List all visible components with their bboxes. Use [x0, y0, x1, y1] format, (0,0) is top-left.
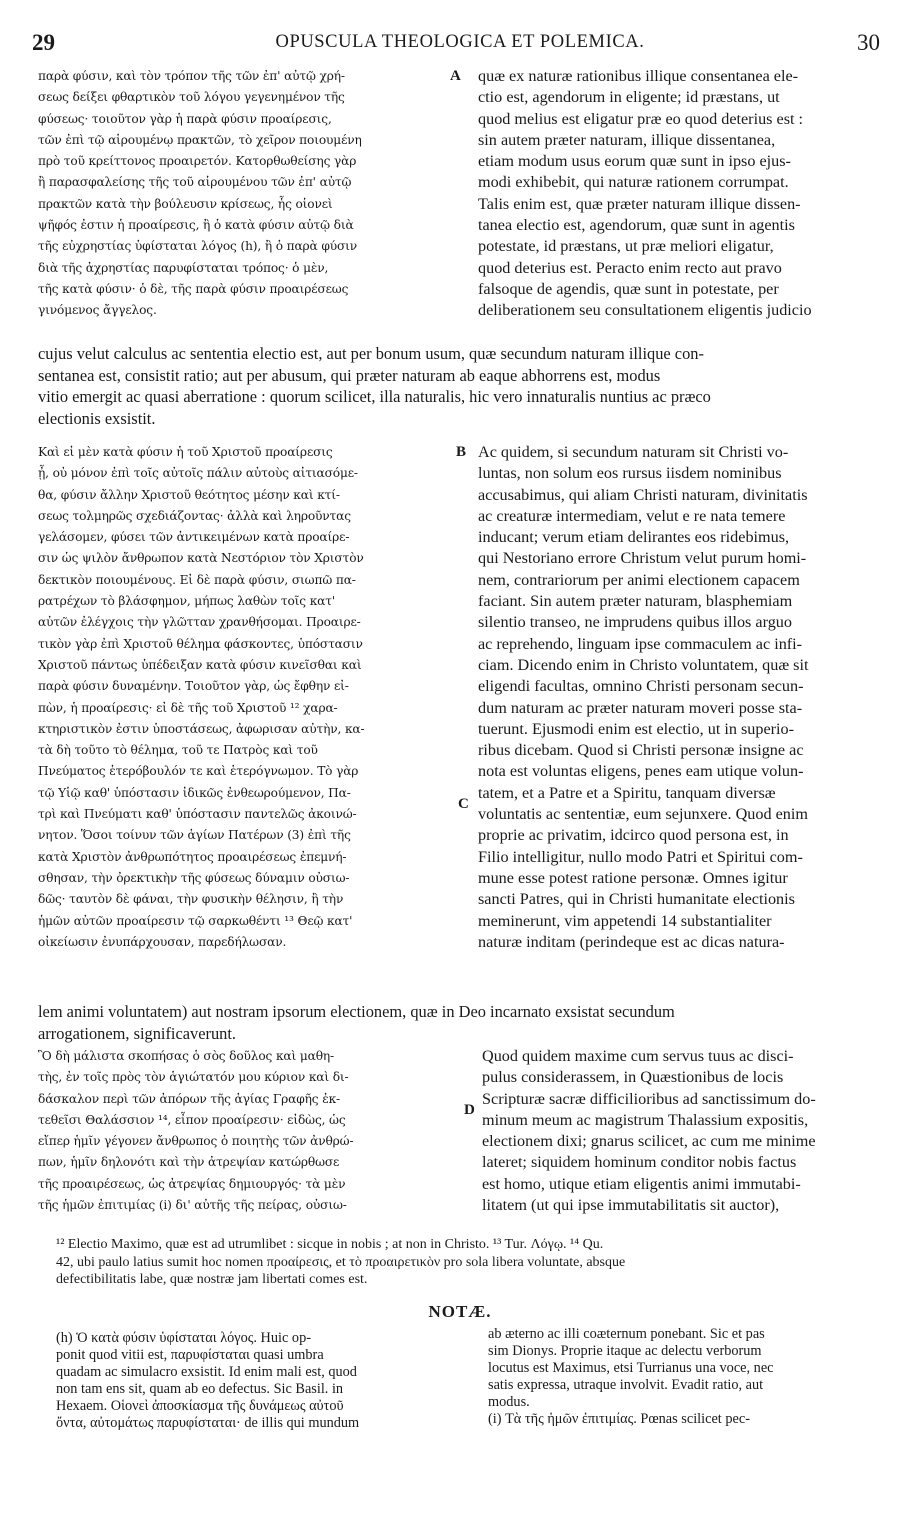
latin-text-line: Scripturæ sacræ difficilioribus ad sanctissimum do-: [482, 1089, 816, 1108]
latin-text-line: meminerunt, vim appetendi 14 substantialiter: [478, 911, 772, 930]
greek-text-line: νητον. Ὅσοι τοίνυν τῶν ἁγίων Πατέρων (3) ἐπὶ τῆς: [38, 828, 351, 843]
greek-text-line: τῆς κατὰ φύσιν· ὁ δὲ, τῆς παρὰ φύσιν προαιρέσεως: [38, 281, 349, 296]
greek-text-line: τρὶ καὶ Πνεύματι καθ' ὑπόστασιν παντελῶς ἀκοινώ-: [38, 807, 357, 822]
footnote-line: ¹² Electio Maximo, quæ est ad utrumlibet : sicque in nobis ; at non in Christo. ¹³ Tur. Λόγῳ. ¹⁴ Qu.: [56, 1237, 604, 1252]
greek-text-line: δεκτικὸν ποιουμένους. Εἰ δὲ παρὰ φύσιν, σιωπῶ πα-: [38, 572, 356, 587]
greek-text-line: πρὸ τοῦ κρείττονος προαιρετόν. Κατορθωθείσης γὰρ: [38, 154, 357, 169]
notae-heading: NOTÆ.: [428, 1302, 492, 1321]
latin-text-line: nota est voluntas eligens, penes eam utique volun-: [478, 762, 804, 781]
latin-text-line: ac creaturæ intermediam, velut e re nata temere: [478, 506, 786, 525]
greek-text-line: πρακτῶν κατὰ τὴν βούλευσιν κρίσεως, ἧς οἱονεὶ: [38, 196, 333, 211]
section-marker-b: B: [456, 444, 467, 460]
greek-text-line: τικὸν γὰρ ἐπὶ Χριστοῦ θέλημα φάσκοντες, ὑπόστασιν: [38, 636, 363, 651]
latin-text-line: eligendi facultas, omnino Christi personam secun-: [478, 677, 804, 696]
latin-text-line: Talis enim est, quæ præter naturam illique dissen-: [478, 194, 801, 213]
greek-text-line: αὐτῶν ἐλέγχοις τὴν γλῶτταν χρανθήσομαι. Προαιρε-: [38, 615, 361, 630]
latin-text-line: sentanea est, consistit ratio; aut per abusum, qui præter naturam ab eaque abhorrens est, modus: [38, 365, 661, 385]
latin-text-line: Quod quidem maxime cum servus tuus ac disci-: [482, 1047, 794, 1065]
greek-text-line: Χριστοῦ πάντως ὑπέδειξαν κατὰ φύσιν κινεῖσθαι καὶ: [38, 657, 362, 672]
greek-text-line: Πνεύματος ἑτερόβουλόν τε καὶ ἑτερόγνωμον. Τὸ γὰρ: [38, 764, 359, 779]
greek-text-line: τῶν ἐπὶ τῷ αἱρουμένῳ πρακτῶν, τὸ χεῖρον ποιουμένη: [38, 132, 362, 147]
greek-text-line: διὰ τῆς ἀχρηστίας παρυφίσταται τρόπος· ὁ μὲν,: [38, 260, 329, 275]
latin-text-line: mune esse potest ratione personæ. Omnes igitur: [478, 868, 788, 887]
section-d-greek-column: [38, 1046, 453, 1216]
latin-text-line: Filio intelligitur, nullo modo Patri et Spiritui com-: [478, 847, 803, 866]
note-line: sim Dionys. Proprie itaque ac delectu verborum: [488, 1343, 762, 1359]
latin-text-line: deliberationem seu consultationem eligentis judicio: [478, 301, 812, 320]
latin-text-line: ac reprehendo, linguam ipse commaculem ac infi-: [478, 634, 803, 653]
greek-text-line: ἢ παρασφαλείσης τῆς τοῦ αἱρουμένου τῶν ἐπ' αὐτῷ: [38, 175, 352, 190]
latin-text-line: quæ ex naturæ rationibus illique consentanea ele-: [478, 67, 799, 85]
latin-text-line: cujus velut calculus ac sententia electio est, aut per bonum usum, quæ secundum naturam illique con-: [38, 344, 704, 363]
note-line: (i) Τὰ τῆς ἡμῶν ἐπιτιμίας. Pœnas scilicet pec-: [488, 1411, 750, 1427]
note-line: non tam ens sit, quam ab eo defectus. Sic Basil. in: [56, 1381, 344, 1397]
latin-text-line: naturæ inditam (perindeque est ac dicas natura-: [478, 932, 785, 951]
greek-text-line: ρατρέχων τὸ βλάσφημον, μήπως λαθὼν τοῖς κατ': [38, 594, 336, 609]
latin-text-line: voluntatis ac sententiæ, eum sejunxere. Quod enim: [478, 805, 808, 824]
greek-text-line: σεως τολμηρῶς σχεδιάζοντας· ἀλλὰ καὶ ληροῦντας: [38, 508, 351, 523]
greek-text-line: εἴπερ ἡμῖν γέγονεν ἄνθρωπος ὁ ποιητὴς τῶν ἀνθρώ-: [38, 1134, 354, 1149]
section-a-greek-column: [38, 66, 453, 322]
greek-text-line: οἰκείωσιν ἐνυπάρχουσαν, παρεδήλωσαν.: [38, 934, 287, 949]
latin-text-line: quod melius est eligatur præ eo quod deterius est :: [478, 109, 804, 128]
latin-text-line: proprie ac privatim, idcirco quod persona est, in: [478, 826, 789, 845]
latin-text-line: luntas, non solum eos rursus iisdem nominibus: [478, 464, 782, 483]
latin-text-line: etiam modum usus eorum quæ sunt in ipso ejus-: [478, 152, 791, 171]
latin-text-line: silentio transeo, ne imprudens quibus illos arguo: [478, 613, 792, 632]
latin-text-line: ciam. Dicendo enim in Christo voluntatem, quæ sit: [478, 655, 809, 674]
latin-text-line: vitio emergit ac quasi aberratione : quorum scilicet, illa naturalis, hic vero innaturalis nuntius ac præco: [38, 387, 711, 406]
greek-text-line: σθησαν, τὴν ὀρεκτικὴν τῆς φύσεως δύναμιν οὐσιω-: [38, 870, 350, 885]
greek-text-line: τῆς ἡμῶν ἐπιτιμίας (i) δι' αὐτῆς τῆς πείρας, οὐσιω-: [38, 1198, 347, 1213]
latin-text-line: nem, contrariorum per animi electionem capacem: [478, 570, 800, 589]
greek-text-line: παρὰ φύσιν δυναμένην. Τοιοῦτον γὰρ, ὡς ἔφθην εἰ-: [38, 679, 349, 694]
latin-text-line: ctio est, agendorum in eligente; id præstans, ut: [478, 88, 780, 107]
greek-text-line: Καὶ εἰ μὲν κατὰ φύσιν ἡ τοῦ Χριστοῦ προαίρεσις: [38, 445, 333, 459]
section-b-greek-column: [38, 442, 453, 953]
section-marker-c: C: [458, 796, 469, 812]
latin-text-line: tuerunt. Ejusmodi enim est electio, ut in superio-: [478, 719, 795, 738]
greek-text-line: Ὃ δὴ μάλιστα σκοπήσας ὁ σὸς δοῦλος καὶ μαθη-: [38, 1049, 335, 1063]
note-line: locutus est Maximus, etsi Turrianus una voce, nec: [488, 1360, 774, 1376]
latin-text-line: dum naturam ac præter naturam moveri posse sta-: [478, 698, 803, 717]
latin-text-line: qui Nestoriano errore Christum velut purum homi-: [478, 549, 807, 568]
notae-right-column: [488, 1326, 888, 1428]
latin-text-line: quod deterius est. Peracto enim recto aut pravo: [478, 258, 782, 277]
section-marker-a: A: [450, 68, 461, 84]
note-line: quadam ac simulacro exsistit. Id enim mali est, quod: [56, 1364, 357, 1380]
latin-text-line: Ac quidem, si secundum naturam sit Christi vo-: [478, 443, 789, 461]
note-line: satis expressa, utraque involvit. Evadit ratio, aut: [488, 1377, 764, 1393]
note-line: ponit quod vitii est, παρυφίσταται quasi umbra: [56, 1347, 324, 1363]
latin-text-line: arrogationem, significaverunt.: [38, 1023, 236, 1043]
greek-text-line: ψῆφός ἐστιν ἡ προαίρεσις, ἢ ὁ κατὰ φύσιν αὐτῷ διὰ: [38, 218, 354, 233]
greek-text-line: σιν ὡς ψιλὸν ἄνθρωπον κατὰ Νεστόριον τὸν Χριστὸν: [38, 551, 364, 566]
notae-left-column: [56, 1330, 468, 1432]
greek-text-line: τὴς, ἐν τοῖς πρὸς τὸν ἁγιώτατόν μου κύριον καὶ δι-: [38, 1070, 349, 1085]
section-a-latin-column: [478, 66, 882, 322]
section-d-latin-column: [482, 1046, 884, 1216]
section-marker-d: D: [464, 1102, 475, 1118]
latin-text-line: potestate, id præstans, ut præ meliori eligatur,: [478, 237, 774, 256]
greek-text-line: τῆς προαιρέσεως, ὡς ἀτρεψίας δημιουργός· τὰ μὲν: [38, 1176, 346, 1191]
greek-text-line: δάσκαλον περὶ τῶν ἀπόρων τῆς ἁγίας Γραφῆς ἐκ-: [38, 1091, 341, 1106]
page-header: [0, 30, 920, 56]
footnotes: [56, 1236, 886, 1289]
greek-text-line: κατὰ Χριστὸν ἀνθρωπότητος προαιρέσεως ἐπεμνή-: [38, 849, 347, 864]
greek-text-line: γελάσομεν, φύσει τῶν ἀντικειμένων κατὰ προαίρε-: [38, 530, 350, 545]
latin-text-line: lem animi voluntatem) aut nostram ipsorum electionem, quæ in Deo incarnato exsistat secundum: [38, 1002, 675, 1021]
latin-text-line: pulus considerassem, in Quæstionibus de locis: [482, 1068, 784, 1087]
latin-text-line: faciant. Sin autem præter naturam, blasphemiam: [478, 592, 793, 611]
footnote-line: defectibilitatis labe, quæ nostræ jam libertati comes est.: [56, 1272, 368, 1287]
latin-text-line: falsoque de agendis, quæ sunt in potestate, per: [478, 279, 779, 298]
greek-text-line: πων, ἡμῖν δηλονότι καὶ τὴν ἀτρεψίαν κατώρθωσε: [38, 1155, 340, 1170]
latin-text-line: electionis exsistit.: [38, 408, 156, 428]
greek-text-line: θα, φύσιν ἄλλην Χριστοῦ θεότητος μέσην καὶ κτί-: [38, 487, 340, 502]
latin-text-line: ribus dicebam. Quod si Christi personæ insigne ac: [478, 741, 804, 760]
greek-text-line: τὰ δὴ τοῦτο τὸ θέλημα, τοῦ τε Πατρὸς καὶ τοῦ: [38, 743, 318, 758]
greek-text-line: τῆς εὐχρηστίας ὑφίσταται λόγος (h), ἢ ὁ παρὰ φύσιν: [38, 239, 358, 254]
section-b-latin-column: [478, 442, 882, 953]
note-line: modus.: [488, 1394, 530, 1410]
latin-text-line: tanea electio est, agendorum, quæ sunt in agentis: [478, 216, 795, 235]
note-line: ὄντα, αὐτομάτως παρυφίσταται· de illis qui mundum: [56, 1415, 360, 1431]
latin-text-line: electionem dixi; gnarus scilicet, ac cum me minime: [482, 1132, 816, 1151]
greek-text-line: παρὰ φύσιν, καὶ τὸν τρόπον τῆς τῶν ἐπ' αὐτῷ χρή-: [38, 69, 345, 83]
footnote-line: 42, ubi paulo latius sumit hoc nomen προαίρεσις, et τὸ προαιρετικὸν pro sola libera voluntate, absque: [56, 1254, 626, 1270]
latin-text-line: sancti Patres, qui in Christi humanitate electionis: [478, 890, 795, 909]
latin-text-line: modi exhibebit, qui naturæ rationem corrumpat.: [478, 173, 789, 192]
page-number-left: 29: [32, 30, 55, 55]
section-b-full-width-text: [38, 1001, 884, 1044]
greek-text-line: πὼν, ἡ προαίρεσις· εἰ δὲ τῆς τοῦ Χριστοῦ ¹² χαρα-: [38, 700, 338, 715]
greek-text-line: σεως δείξει φθαρτικὸν τοῦ λόγου γεγενημένον τῆς: [38, 90, 345, 105]
greek-text-line: τεθεῖσι Θαλάσσιον ¹⁴, εἶπον προαίρεσιν· εἰδὼς, ὡς: [38, 1112, 346, 1127]
latin-text-line: litatem (ut qui ipse immutabilitatis sit auctor),: [482, 1196, 780, 1215]
greek-text-line: κτηριστικὸν ἐστιν ὑποστάσεως, ἀφωρισαν αὐτὴν, κα-: [38, 721, 365, 736]
note-line: (h) Ὁ κατὰ φύσιν ὑφίσταται λόγος. Huic op-: [56, 1330, 311, 1346]
greek-text-line: ᾖ, οὐ μόνον ἐπὶ τοῖς αὐτοῖς πάλιν αὐτοὺς αἰτιασόμε-: [38, 466, 358, 481]
latin-text-line: inducant; verum etiam delirantes eos ridebimus,: [478, 528, 790, 547]
note-line: ab æterno ac illi coæternum ponebant. Sic et pas: [488, 1326, 765, 1342]
note-line: Hexaem. Οἱονεὶ ἀποσκίασμα τῆς δυνάμεως αὐτοῦ: [56, 1398, 344, 1414]
running-title: OPUSCULA THEOLOGICA ET POLEMICA.: [275, 32, 645, 52]
latin-text-line: minum meum ac magistrum Thalassium expositis,: [482, 1110, 809, 1129]
greek-text-line: γινόμενος ἄγγελος.: [38, 303, 157, 318]
latin-text-line: est homo, utique etiam eligentis animi immutabi-: [482, 1174, 801, 1193]
latin-text-line: lateret; siquidem hominum conditor nobis factus: [482, 1153, 797, 1172]
greek-text-line: φύσεως· τοιοῦτον γὰρ ἡ παρὰ φύσιν προαίρεσις,: [38, 111, 332, 126]
greek-text-line: τῷ Υἱῷ καθ' ὑπόστασιν ἰδικῶς ἐνθεωρούμενον, Πα-: [38, 785, 351, 800]
latin-text-line: sin autem præter naturam, illique dissentanea,: [478, 130, 776, 149]
greek-text-line: ἡμῶν αὐτῶν προαίρεσιν τῷ σαρκωθέντι ¹³ Θεῷ κατ': [38, 913, 353, 928]
page-number-right: 30: [857, 30, 880, 55]
section-a-full-width-text: [38, 343, 884, 429]
greek-text-line: δῶς· ταυτὸν δὲ φάναι, τὴν φυσικὴν θέλησιν, ἢ τὴν: [38, 892, 344, 907]
latin-text-line: tatem, et a Patre et a Spiritu, tanquam diversæ: [478, 783, 776, 802]
latin-text-line: accusabimus, qui aliam Christi naturam, divinitatis: [478, 485, 808, 504]
